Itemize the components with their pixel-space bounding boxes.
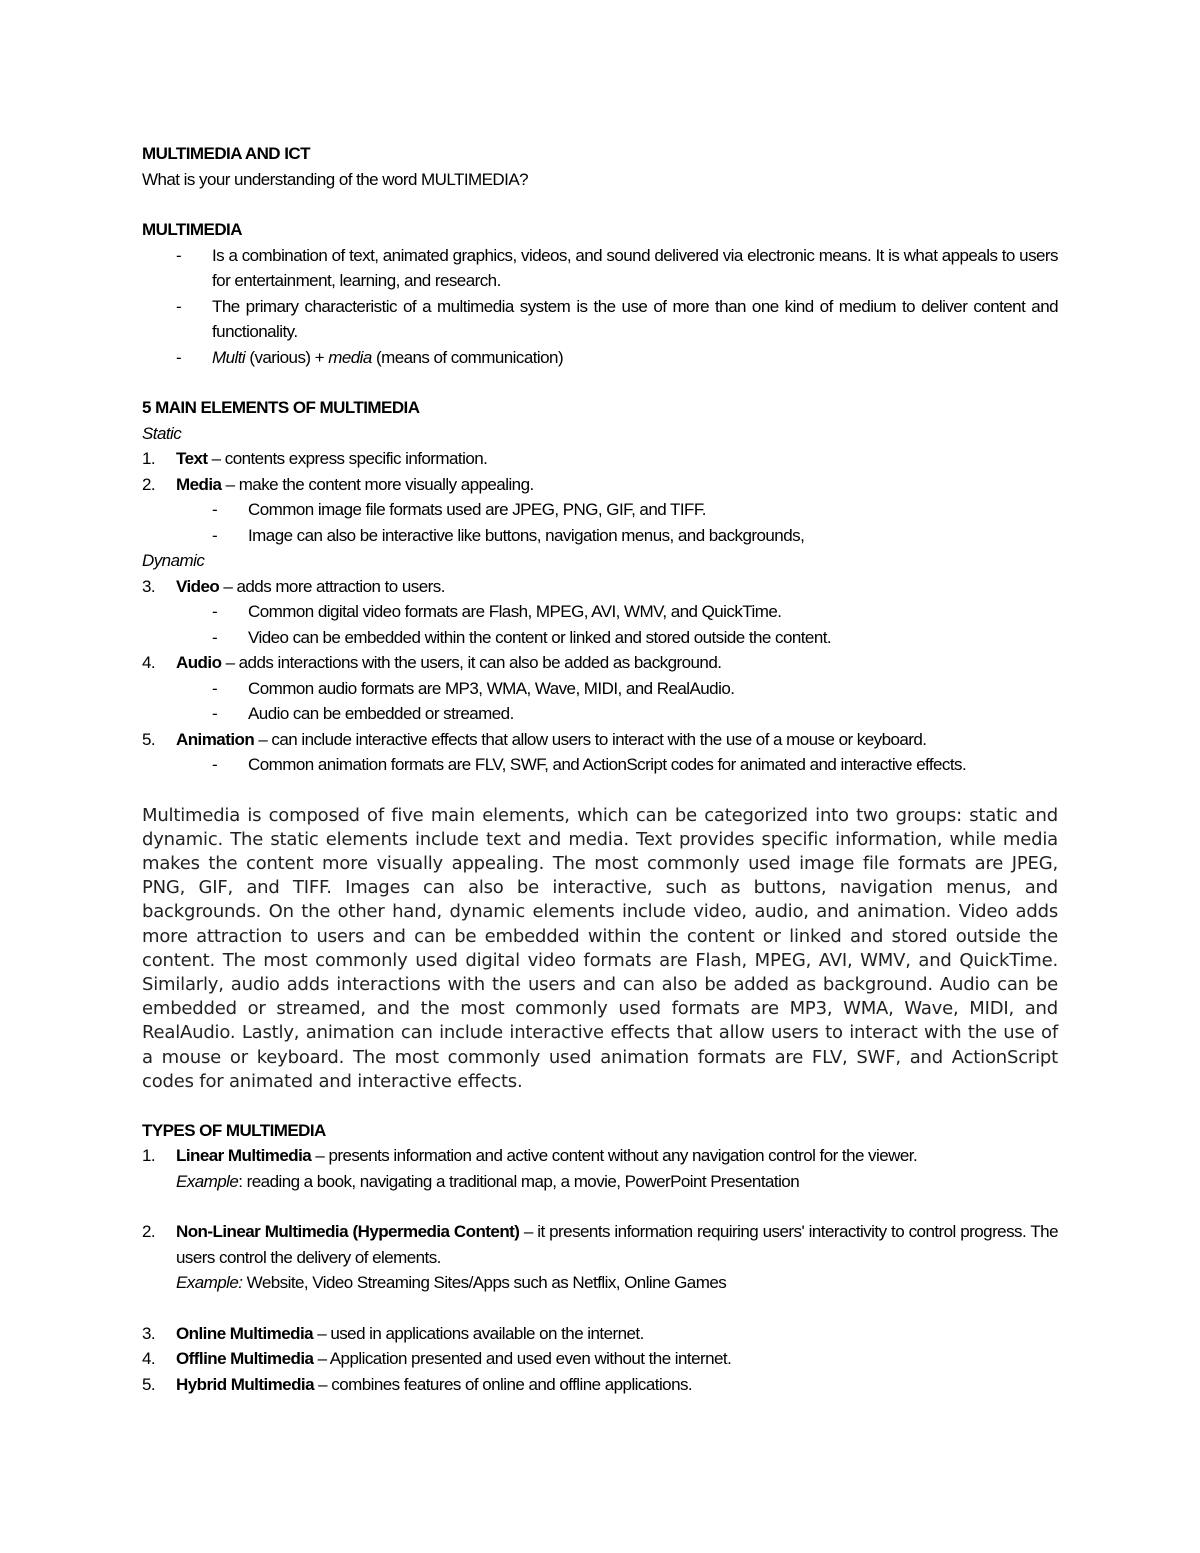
types-block: [142, 1118, 1058, 1398]
static-label: Static: [142, 423, 182, 443]
dynamic-label: Dynamic: [142, 551, 205, 570]
element-item: 4. Audio – adds interactions with the users, it can also be added as background.: [142, 653, 722, 672]
element-subitem: - Audio can be embedded or streamed.: [212, 704, 514, 723]
element-subitem: - Common image file formats used are JPEG, PNG, GIF, and TIFF.: [212, 500, 706, 519]
type-term: Hybrid Multimedia: [176, 1374, 314, 1394]
element-term: Animation: [176, 729, 255, 749]
element-term: Video: [176, 576, 220, 596]
element-subitem: - Common audio formats are MP3, WMA, Wave, MIDI, and RealAudio.: [212, 678, 735, 698]
multimedia-bullet: - Is a combination of text, animated graphics, videos, and sound delivered via electronic means. It is what appeals to users for entertainment, learning, and research.: [142, 243, 1058, 294]
types-heading: TYPES OF MULTIMEDIA: [142, 1120, 326, 1140]
multimedia-heading: MULTIMEDIA: [142, 220, 242, 239]
type-example: Example: reading a book, navigating a traditional map, a movie, PowerPoint Presentation: [176, 1171, 800, 1191]
element-item: 5. Animation – can include interactive effects that allow users to interact with the use of a mouse or keyboard.: [142, 729, 927, 749]
element-term: Media: [176, 474, 222, 494]
element-item: 1. Text – contents express specific information.: [142, 449, 488, 468]
type-term: Non-Linear Multimedia (Hypermedia Content): [176, 1222, 520, 1242]
multimedia-etymology: - Multi (various) + media (means of communication): [176, 347, 564, 367]
type-term: Offline Multimedia: [176, 1349, 314, 1369]
document-title: MULTIMEDIA AND ICT: [142, 144, 310, 163]
element-item: 3. Video – adds more attraction to users.: [142, 576, 445, 596]
intro-block: [142, 141, 1058, 778]
type-item: 2. Non-Linear Multimedia (Hypermedia Content) – it presents information requiring users' interactivity to control progress. The users control the delivery of elements.: [142, 1222, 1058, 1267]
type-term: Linear Multimedia: [176, 1146, 312, 1166]
element-subitem: - Common digital video formats are Flash, MPEG, AVI, WMV, and QuickTime.: [212, 602, 782, 621]
type-example: Example: Website, Video Streaming Sites/Apps such as Netflix, Online Games: [176, 1273, 727, 1293]
summary-paragraph: Multimedia is composed of five main elements, which can be categorized into two groups: static and dynamic. The static elements include text and media. Text provides specific information, while media makes the content more visually appealing. The most commonly used image file formats are JPEG, PNG, GIF, and TIFF. Images can also be interactive, such as buttons, navigation menus, and backgrounds. On the other hand, dynamic elements include video, audio, and animation. Video adds more attraction to users and can be embedded within the content or linked and stored outside the content. The most commonly used digital video formats are Flash, MPEG, AVI, WMV, and QuickTime. Similarly, audio adds interactions with the users and can also be added as background. Audio can be embedded or streamed, and the most commonly used formats are MP3, WMA, Wave, MIDI, and RealAudio. Lastly, animation can include interactive effects that allow users to interact with the use of a mouse or keyboard. The most commonly used animation formats are FLV, SWF, and ActionScript codes for animated and interactive effects.: [142, 804, 1058, 1092]
element-item: 2. Media – make the content more visually appealing.: [142, 474, 534, 494]
type-item: 1. Linear Multimedia – presents information and active content without any navigation control for the viewer.: [142, 1146, 918, 1166]
type-item: 5. Hybrid Multimedia – combines features of online and offline applications.: [142, 1374, 693, 1394]
multi-term: Multi: [212, 347, 246, 367]
multimedia-bullet-text: Is a combination of text, animated graphics, videos, and sound delivered via electronic means. It is what appeals to users for entertainment, learning, and research.: [212, 245, 1058, 290]
multimedia-bullet: - The primary characteristic of a multimedia system is the use of more than one kind of medium to deliver content and functionality.: [142, 294, 1058, 345]
element-subitem: - Image can also be interactive like buttons, navigation menus, and backgrounds,: [212, 525, 805, 545]
media-term: media: [328, 347, 372, 367]
element-term: Text: [176, 449, 208, 468]
intro-question: What is your understanding of the word MULTIMEDIA?: [142, 169, 529, 189]
element-subitem: - Common animation formats are FLV, SWF, and ActionScript codes for animated and interactive effects.: [212, 755, 967, 774]
multimedia-bullet-text: The primary characteristic of a multimedia system is the use of more than one kind of medium to deliver content and functionality.: [212, 296, 1058, 341]
elements-heading: 5 MAIN ELEMENTS OF MULTIMEDIA: [142, 398, 420, 417]
element-term: Audio: [176, 653, 222, 672]
type-item: 4. Offline Multimedia – Application presented and used even without the internet.: [142, 1349, 732, 1369]
element-subitem: - Video can be embedded within the content or linked and stored outside the content.: [212, 627, 832, 647]
type-item: 3. Online Multimedia – used in applications available on the internet.: [142, 1323, 644, 1343]
type-term: Online Multimedia: [176, 1323, 314, 1343]
